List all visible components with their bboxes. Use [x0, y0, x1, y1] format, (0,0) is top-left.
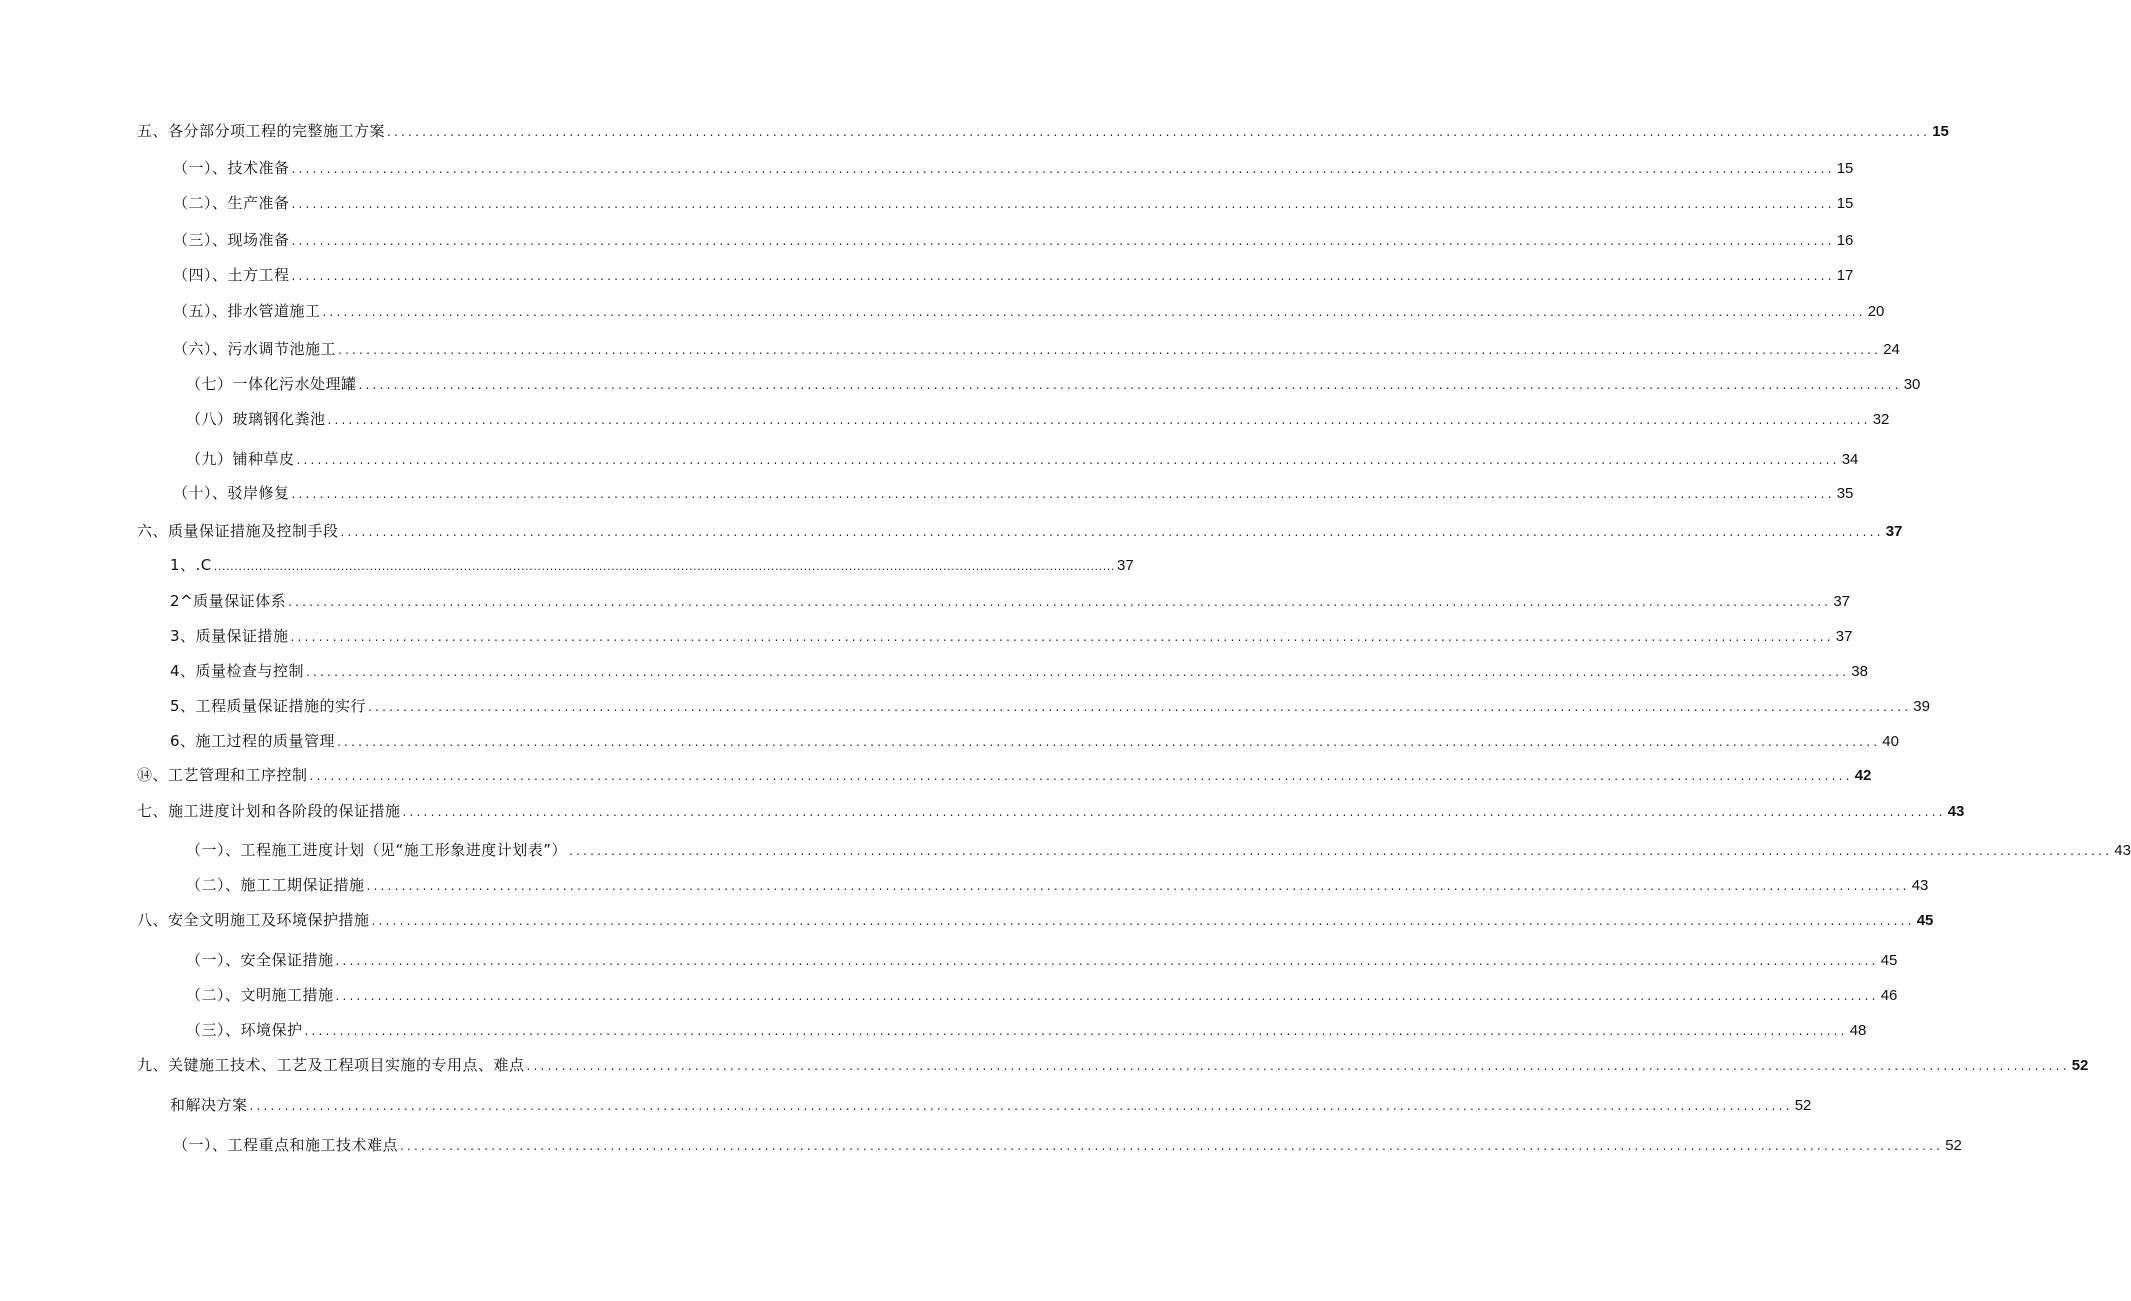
- toc-dot-leader: ............................................................................................................................................................................................................................: [322, 305, 1866, 319]
- toc-entry-page-number: 30: [1903, 376, 1921, 393]
- toc-dot-leader: ............................................................................................................................................................................................................................: [306, 665, 1850, 679]
- toc-entry[interactable]: [186, 447, 1859, 471]
- toc-entry[interactable]: [173, 299, 1885, 323]
- toc-entry-title: 和解决方案: [170, 1096, 248, 1114]
- toc-entry-title: 1、.C: [170, 556, 212, 574]
- toc-entry-page-number: 43: [1911, 877, 1929, 894]
- toc-entry-title: （一）、安全保证措施: [186, 951, 334, 969]
- toc-dot-leader: ............................................................................................................................................................................................................................: [338, 343, 1882, 357]
- toc-dot-leader: ............................................................................................................................................................................................................................: [366, 879, 1910, 893]
- toc-entry-page-number: 17: [1836, 267, 1854, 284]
- toc-entry[interactable]: [186, 372, 1921, 396]
- toc-entry[interactable]: [170, 659, 1868, 683]
- toc-entry[interactable]: [170, 589, 1850, 613]
- toc-entry[interactable]: [173, 228, 1854, 252]
- toc-entry-title: （一）、技术准备: [173, 159, 290, 177]
- toc-dot-leader: ............................................................................................................................................................................................................................: [340, 525, 1884, 539]
- toc-entry[interactable]: [186, 873, 1929, 897]
- toc-entry[interactable]: [170, 1093, 1812, 1117]
- toc-dot-leader: ............................................................................................................................................................................................................................: [309, 769, 1853, 783]
- toc-entry[interactable]: [186, 407, 1890, 431]
- toc-dot-leader: ............................................................................................................................................................................................................................: [569, 844, 2113, 858]
- toc-entry-page-number: 52: [1945, 1137, 1962, 1154]
- toc-dot-leader: ............................................................................................................................................................................................................................: [337, 735, 1881, 749]
- toc-entry-page-number: 37: [1885, 523, 1903, 540]
- toc-dot-leader: ............................................................................................................................................................................................................................: [368, 700, 1912, 714]
- toc-entry-page-number: 15: [1836, 160, 1854, 177]
- toc-dot-leader: ............................................................................................................................................................................................................................: [296, 453, 1840, 467]
- toc-entry[interactable]: [137, 763, 1872, 787]
- toc-dot-leader: ............................................................................................................................................................................................................................: [335, 989, 1879, 1003]
- toc-entry-page-number: 43: [2114, 842, 2131, 859]
- toc-entry[interactable]: [170, 553, 1134, 577]
- toc-entry-title: （十）、驳岸修复: [173, 484, 290, 502]
- toc-dot-leader: ............................................................................................................................................................................................................................: [291, 197, 1835, 211]
- toc-entry[interactable]: [186, 838, 2131, 862]
- toc-entry-title: 八、安全文明施工及环境保护措施: [137, 911, 370, 929]
- toc-entry[interactable]: [137, 908, 1934, 932]
- toc-entry-title: （一）、工程重点和施工技术难点: [173, 1136, 399, 1154]
- toc-entry-title: （二）、文明施工措施: [186, 986, 334, 1004]
- toc-entry-title: 5、工程质量保证措施的实行: [170, 697, 367, 715]
- toc-entry-title: （五）、排水管道施工: [173, 302, 321, 320]
- toc-entry-page-number: 35: [1836, 485, 1854, 502]
- toc-entry-title: （八）玻璃钢化粪池: [186, 410, 326, 428]
- toc-entry-page-number: 42: [1854, 767, 1872, 784]
- toc-dot-leader: ............................................................................................................................................................................................................................: [358, 378, 1902, 392]
- toc-entry-page-number: 43: [1947, 803, 1965, 820]
- toc-entry-page-number: 15: [1836, 195, 1854, 212]
- toc-entry-page-number: 20: [1867, 303, 1885, 320]
- toc-entry-page-number: 34: [1841, 451, 1859, 468]
- toc-dot-leader: ............................................................................................................................................................................................................................: [371, 914, 1915, 928]
- toc-entry-page-number: 15: [1932, 123, 1949, 140]
- toc-entry-title: 6、施工过程的质量管理: [170, 732, 336, 750]
- toc-entry-page-number: 39: [1913, 698, 1930, 715]
- toc-entry[interactable]: [173, 191, 1854, 215]
- toc-entry[interactable]: [173, 263, 1854, 287]
- toc-entry-title: （七）一体化污水处理罐: [186, 375, 357, 393]
- toc-dot-leader: ............................................................................................................................................................................................................................: [291, 269, 1835, 283]
- toc-entry[interactable]: [137, 1053, 2089, 1077]
- toc-entry[interactable]: [173, 337, 1900, 361]
- toc-entry-page-number: 32: [1872, 411, 1890, 428]
- toc-entry-page-number: 37: [1117, 557, 1134, 574]
- toc-entry-title: ⑭、工艺管理和工序控制: [137, 766, 308, 784]
- toc-entry-page-number: 48: [1849, 1022, 1867, 1039]
- toc-entry-title: （三）、现场准备: [173, 231, 290, 249]
- toc-dot-leader: ............................................................................................................................................................................................................................: [290, 630, 1834, 644]
- toc-entry-page-number: 37: [1835, 628, 1853, 645]
- toc-entry-title: （四）、土方工程: [173, 266, 290, 284]
- toc-dot-leader: ............................................................................................................................................................................................................................: [249, 1099, 1793, 1113]
- toc-entry-title: 九、关键施工技术、工艺及工程项目实施的专用点、难点: [137, 1056, 525, 1074]
- toc-entry-title: 4、质量检查与控制: [170, 662, 305, 680]
- toc-entry-title: （二）、施工工期保证措施: [186, 876, 365, 894]
- toc-entry[interactable]: [173, 481, 1854, 505]
- toc-dot-leader: ............................................................................................................................................................................................................................: [291, 487, 1835, 501]
- toc-entry-title: （三）、环境保护: [186, 1021, 303, 1039]
- toc-entry-page-number: 45: [1916, 912, 1934, 929]
- toc-entry-page-number: 46: [1880, 987, 1898, 1004]
- toc-entry-page-number: 52: [1794, 1097, 1812, 1114]
- toc-entry-title: 3、质量保证措施: [170, 627, 289, 645]
- toc-dot-leader: ............................................................................................................................................................................................................................: [335, 954, 1879, 968]
- toc-dot-leader: ............................................................................................................................................................................................................................: [288, 595, 1832, 609]
- toc-entry-page-number: 16: [1836, 232, 1854, 249]
- toc-entry-title: （六）、污水调节池施工: [173, 340, 337, 358]
- toc-entry-title: 五、各分部分项工程的完整施工方案: [137, 122, 386, 140]
- toc-entry[interactable]: [170, 729, 1899, 753]
- toc-entry[interactable]: [137, 119, 1949, 143]
- toc-dot-leader: ............................................................................................................................................................................................................................: [213, 560, 1116, 573]
- toc-entry-title: （九）铺种草皮: [186, 450, 295, 468]
- toc-entry[interactable]: [170, 694, 1930, 718]
- toc-dot-leader: ............................................................................................................................................................................................................................: [304, 1024, 1848, 1038]
- toc-entry[interactable]: [186, 983, 1898, 1007]
- toc-dot-leader: ............................................................................................................................................................................................................................: [327, 413, 1871, 427]
- toc-entry-page-number: 24: [1883, 341, 1900, 358]
- toc-entry[interactable]: [137, 519, 1903, 543]
- toc-entry-title: （二）、生产准备: [173, 194, 290, 212]
- toc-entry[interactable]: [186, 948, 1898, 972]
- toc-entry[interactable]: [173, 156, 1854, 180]
- toc-entry-title: 七、施工进度计划和各阶段的保证措施: [137, 802, 401, 820]
- toc-dot-leader: ............................................................................................................................................................................................................................: [291, 162, 1835, 176]
- toc-entry[interactable]: [186, 1018, 1867, 1042]
- toc-dot-leader: ............................................................................................................................................................................................................................: [291, 234, 1835, 248]
- toc-entry-title: 六、质量保证措施及控制手段: [137, 522, 339, 540]
- toc-entry[interactable]: [170, 624, 1853, 648]
- toc-entry[interactable]: [137, 799, 1965, 823]
- toc-dot-leader: ............................................................................................................................................................................................................................: [402, 805, 1946, 819]
- toc-dot-leader: ............................................................................................................................................................................................................................: [387, 125, 1931, 139]
- toc-entry[interactable]: [173, 1133, 1962, 1157]
- toc-entry-page-number: 38: [1851, 663, 1868, 680]
- toc-dot-leader: ............................................................................................................................................................................................................................: [526, 1059, 2070, 1073]
- toc-entry-title: （一）、工程施工进度计划（见“施工形象进度计划表”）: [186, 841, 568, 859]
- toc-entry-page-number: 37: [1833, 593, 1850, 610]
- toc-dot-leader: ............................................................................................................................................................................................................................: [400, 1139, 1944, 1153]
- toc-entry-title: 2^质量保证体系: [170, 592, 287, 610]
- toc-entry-page-number: 45: [1880, 952, 1898, 969]
- toc-entry-page-number: 52: [2071, 1057, 2089, 1074]
- toc-entry-page-number: 40: [1882, 733, 1899, 750]
